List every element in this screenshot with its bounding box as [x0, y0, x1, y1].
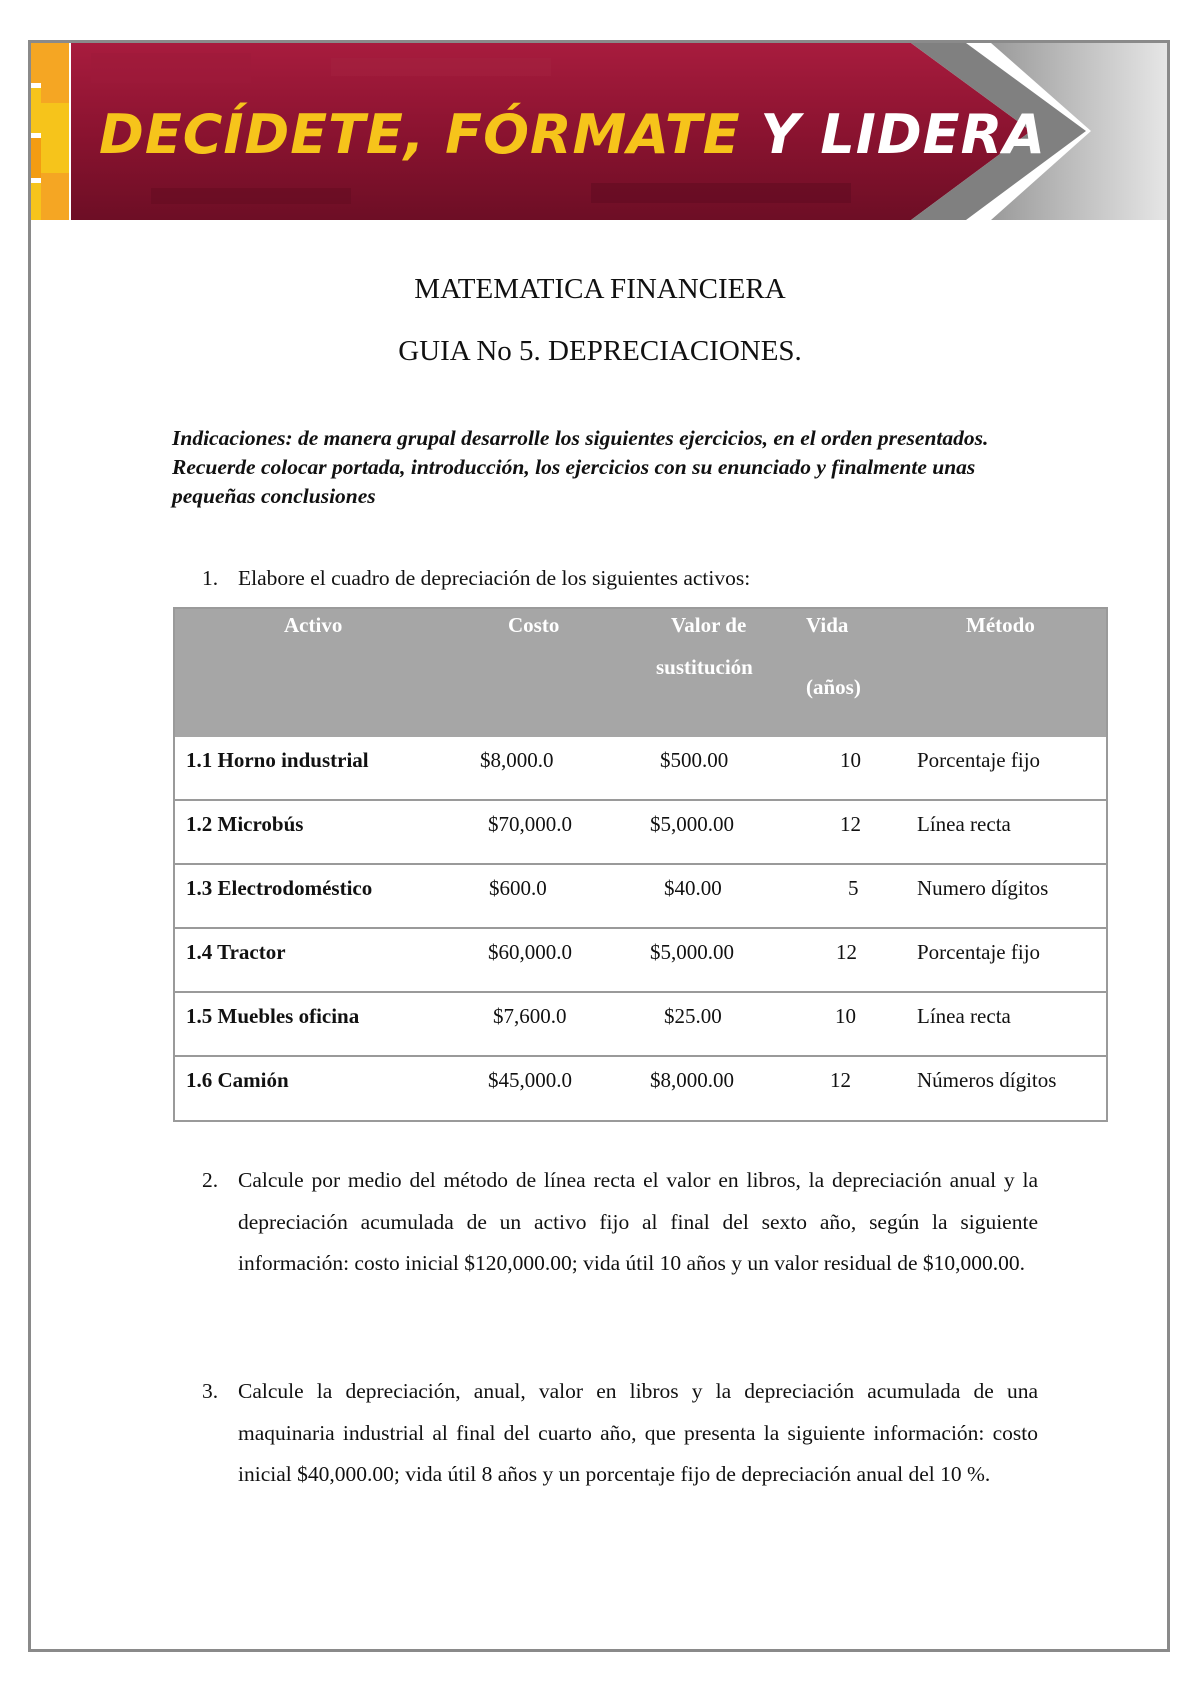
- cell-valor: $40.00: [664, 876, 722, 900]
- cell-costo: $70,000.0: [488, 812, 572, 836]
- header-banner: [31, 43, 1167, 220]
- cell-metodo: Porcentaje fijo: [917, 940, 1041, 964]
- cell-vida: 10: [835, 1004, 856, 1028]
- header-valor-line2: sustitución: [656, 655, 753, 679]
- header-costo: Costo: [508, 613, 560, 637]
- cell-valor: $25.00: [664, 1004, 722, 1028]
- cell-vida: 10: [840, 748, 861, 772]
- table-row: [175, 1057, 1106, 1121]
- cell-costo: $60,000.0: [488, 940, 572, 964]
- exercise-3-text: Calcule la depreciación, anual, valor en libros y la depreciación acumulada de una maquinaria industrial al final del cuarto año, que presenta la siguiente información: costo inicial $40,000.00; vida útil 8 años y un porcentaje fijo de depreciación anual del 10 %.: [238, 1379, 1038, 1486]
- assets-table: [173, 607, 1108, 1122]
- cell-valor: $5,000.00: [650, 812, 734, 836]
- cell-valor: $5,000.00: [650, 940, 734, 964]
- banner-slogan-part2: Y LIDERA: [760, 103, 1046, 166]
- cell-valor: $500.00: [660, 748, 729, 772]
- table-row: [175, 993, 1106, 1057]
- banner-slogan-part1: DECÍDETE, FÓRMATE: [99, 103, 761, 166]
- header-vida-line1: Vida: [806, 613, 849, 637]
- table-row: [175, 801, 1106, 865]
- cell-metodo: Línea recta: [917, 812, 1011, 836]
- instructions: Indicaciones: de manera grupal desarrolle los siguientes ejercicios, en el orden presentados. Recuerde colocar portada, introducción, los ejercicios con su enunciado y finalmente unas pequeñas conclusiones: [172, 426, 989, 508]
- cell-vida: 5: [848, 876, 859, 900]
- cell-metodo: Números dígitos: [917, 1068, 1057, 1092]
- exercise-1-number: 1.: [202, 566, 219, 590]
- header-vida-line2: (años): [806, 675, 861, 699]
- cell-vida: 12: [840, 812, 861, 836]
- cell-activo: 1.6 Camión: [186, 1068, 289, 1092]
- table-header: [175, 609, 1106, 737]
- cell-activo: 1.1 Horno industrial: [186, 748, 369, 772]
- exercise-3-number: 3.: [202, 1379, 219, 1403]
- cell-activo: 1.2 Microbús: [186, 812, 304, 836]
- cell-metodo: Porcentaje fijo: [917, 748, 1041, 772]
- cell-activo: 1.3 Electrodoméstico: [186, 876, 373, 900]
- header-valor-line1: Valor de: [671, 613, 747, 637]
- cell-activo: 1.5 Muebles oficina: [186, 1004, 360, 1028]
- page-subtitle: GUIA No 5. DEPRECIACIONES.: [398, 335, 802, 367]
- table-row: [175, 929, 1106, 993]
- table-row: [175, 865, 1106, 929]
- cell-metodo: Numero dígitos: [917, 876, 1049, 900]
- cell-costo: $8,000.0: [480, 748, 554, 772]
- cell-costo: $600.0: [489, 876, 547, 900]
- table-row: [175, 737, 1106, 801]
- exercise-2-number: 2.: [202, 1168, 219, 1192]
- cell-costo: $7,600.0: [493, 1004, 567, 1028]
- cell-vida: 12: [830, 1068, 851, 1092]
- page-title: MATEMATICA FINANCIERA: [414, 273, 786, 305]
- cell-metodo: Línea recta: [917, 1004, 1011, 1028]
- header-metodo: Método: [966, 613, 1035, 637]
- exercise-1-text: Elabore el cuadro de depreciación de los siguientes activos:: [238, 566, 751, 590]
- cell-vida: 12: [836, 940, 857, 964]
- exercise-2-text: Calcule por medio del método de línea recta el valor en libros, la depreciación anual y la depreciación acumulada de un activo fijo al final del sexto año, según la siguiente información: costo inicial $120,000.00; vida útil 10 años y un valor residual de $10,000.00.: [238, 1168, 1038, 1275]
- cell-activo: 1.4 Tractor: [186, 940, 286, 964]
- cell-costo: $45,000.0: [488, 1068, 572, 1092]
- cell-valor: $8,000.00: [650, 1068, 734, 1092]
- banner-slogan: [99, 103, 1046, 166]
- header-activo: Activo: [284, 613, 343, 637]
